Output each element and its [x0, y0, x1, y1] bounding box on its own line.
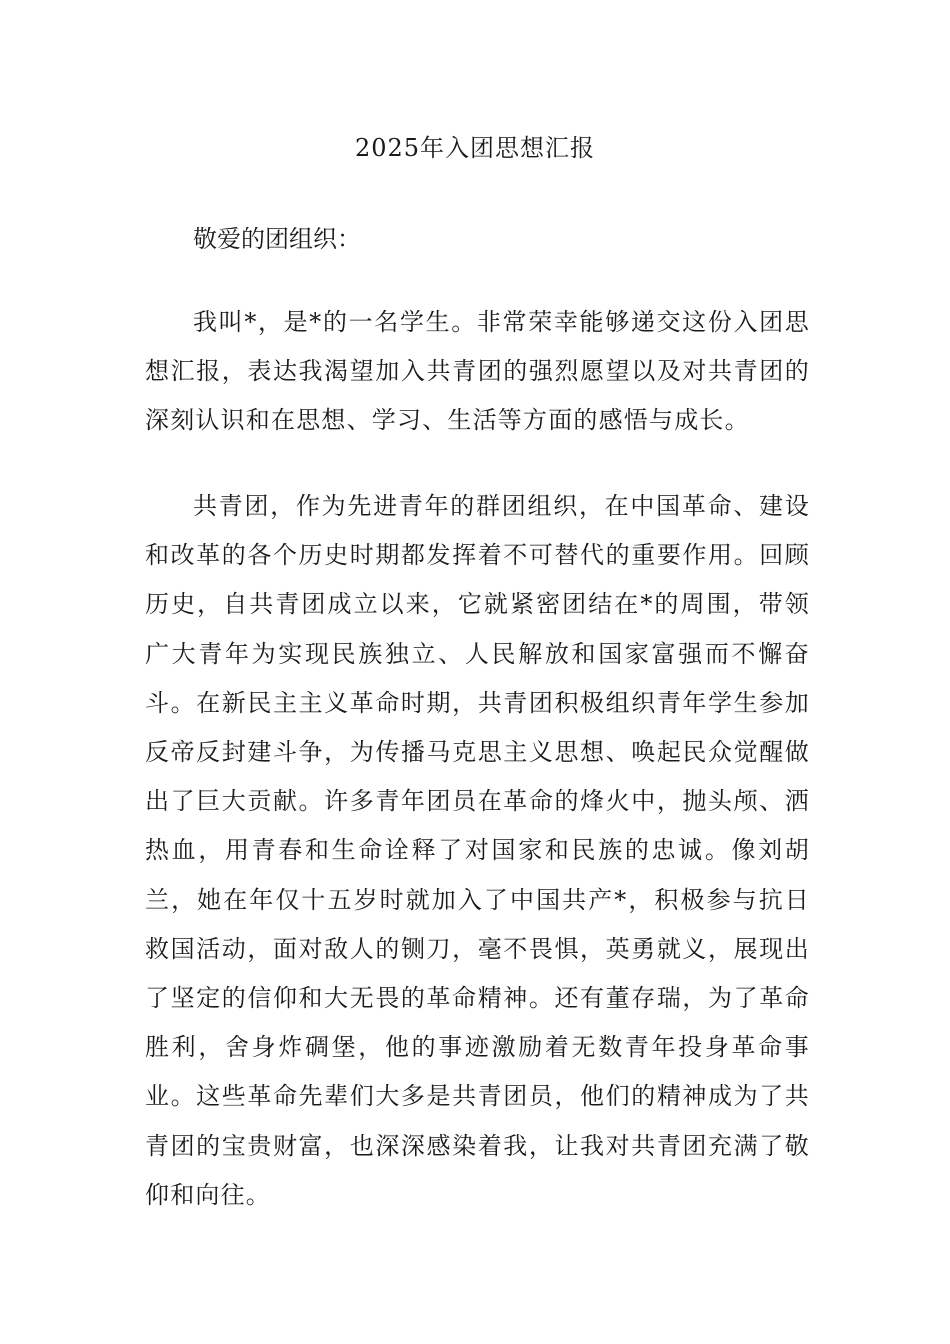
- paragraph-history: 共青团，作为先进青年的群团组织，在中国革命、建设和改革的各个历史时期都发挥着不可替代的重要作用。回顾历史，自共青团成立以来，它就紧密团结在*的周围，带领广大青年为实现民族独立、人民解放和国家富强而不懈奋斗。在新民主主义革命时期，共青团积极组织青年学生参加反帝反封建斗争，为传播马克思主义思想、唤起民众觉醒做出了巨大贡献。许多青年团员在革命的烽火中，抛头颅、洒热血，用青春和生命诠释了对国家和民族的忠诚。像刘胡兰，她在年仅十五岁时就加入了中国共产*，积极参与抗日救国活动，面对敌人的铡刀，毫不畏惧，英勇就义，展现出了坚定的信仰和大无畏的革命精神。还有董存瑞，为了革命胜利，舍身炸碉堡，他的事迹激励着无数青年投身革命事业。这些革命先辈们大多是共青团员，他们的精神成为了共青团的宝贵财富，也深深感染着我，让我对共青团充满了敬仰和向往。: [145, 492, 810, 1209]
- paragraph-intro: 我叫*，是*的一名学生。非常荣幸能够递交这份入团思想汇报，表达我渴望加入共青团的强烈愿望以及对共青团的深刻认识和在思想、学习、生活等方面的感悟与成长。: [145, 308, 810, 435]
- document-title: 2025年入团思想汇报: [354, 134, 596, 162]
- salutation: 敬爱的团组织：: [193, 225, 361, 253]
